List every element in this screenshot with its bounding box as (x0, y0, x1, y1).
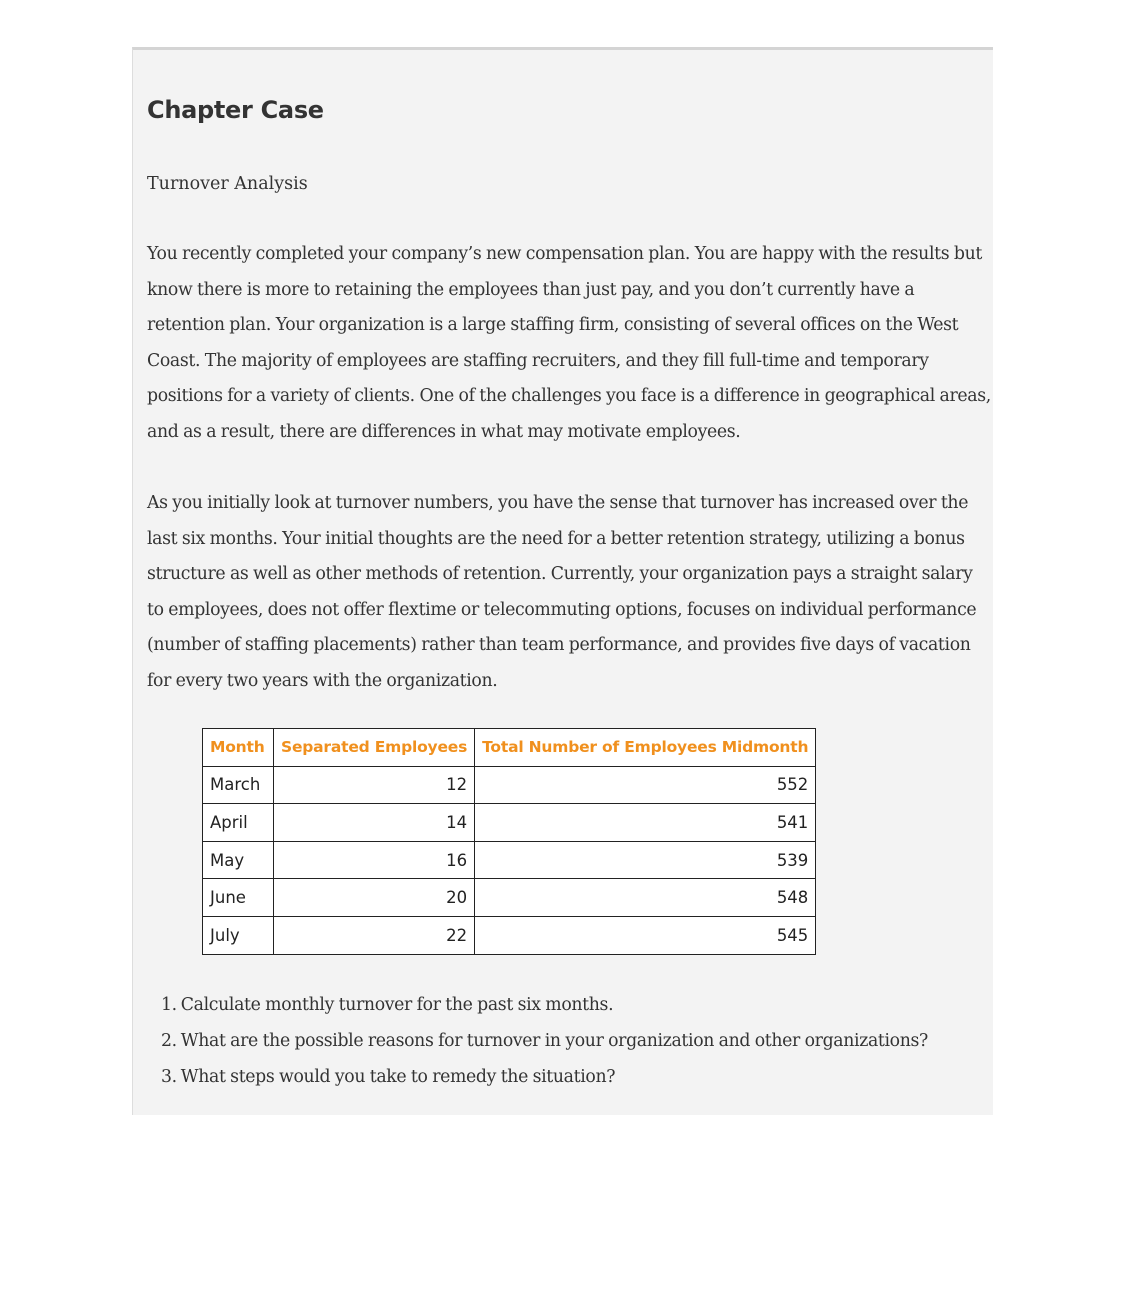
table-row (203, 916, 816, 954)
table-row (203, 879, 816, 917)
question-list (161, 988, 928, 1095)
cell-total: 552 (475, 766, 816, 804)
cell-month: May (203, 841, 274, 879)
cell-month: June (203, 879, 274, 917)
case-subtitle: Turnover Analysis (147, 174, 308, 194)
table-header-row (203, 729, 816, 767)
cell-separated: 14 (274, 804, 475, 842)
cell-month: April (203, 804, 274, 842)
question-number: 3. (161, 1066, 177, 1087)
question-text: Calculate monthly turnover for the past six months. (180, 995, 614, 1015)
cell-total: 541 (475, 804, 816, 842)
table-row (203, 841, 816, 879)
cell-separated: 22 (274, 916, 475, 954)
cell-separated: 16 (274, 841, 475, 879)
header-month: Month (203, 729, 274, 767)
question-text: What steps would you take to remedy the situation? (180, 1066, 616, 1087)
cell-separated: 20 (274, 879, 475, 917)
cell-separated: 12 (274, 766, 475, 804)
table-row (203, 804, 816, 842)
intro-paragraph: You recently completed your company’s new compensation plan. You are happy with the results but know there is more to retaining the employees than just pay, and you don’t currently have a retention plan. Your organization is a large staffing firm, consisting of several offices on the West Coast. The majority of employees are staffing recruiters, and they fill full-time and temporary positions for a variety of clients. One of the challenges you face is a difference in geographical areas, and as a result, there are differences in what may motivate employees. (147, 244, 991, 442)
question-number: 1. (161, 995, 177, 1015)
header-separated-employees: Separated Employees (274, 729, 475, 767)
page-title: Chapter Case (147, 96, 324, 124)
cell-month: July (203, 916, 274, 954)
list-item (161, 1060, 928, 1096)
question-text: What are the possible reasons for turnover in your organization and other organizations? (180, 1030, 928, 1051)
cell-total: 545 (475, 916, 816, 954)
cell-total: 548 (475, 879, 816, 917)
cell-month: March (203, 766, 274, 804)
question-number: 2. (161, 1030, 177, 1051)
turnover-paragraph: As you initially look at turnover numbers, you have the sense that turnover has increased over the last six months. Your initial thoughts are the need for a better retention strategy, utilizing a bonus structure as well as other methods of retention. Currently, your organization pays a straight salary to employees, does not offer flextime or telecommuting options, focuses on individual performance (number of staffing placements) rather than team performance, and provides five days of vacation for every two years with the organization. (147, 493, 977, 691)
turnover-table (202, 728, 816, 955)
header-total-employees: Total Number of Employees Midmonth (475, 729, 816, 767)
list-item (161, 988, 928, 1024)
chapter-case-panel (132, 47, 993, 1115)
cell-total: 539 (475, 841, 816, 879)
table-row (203, 766, 816, 804)
list-item (161, 1024, 928, 1060)
